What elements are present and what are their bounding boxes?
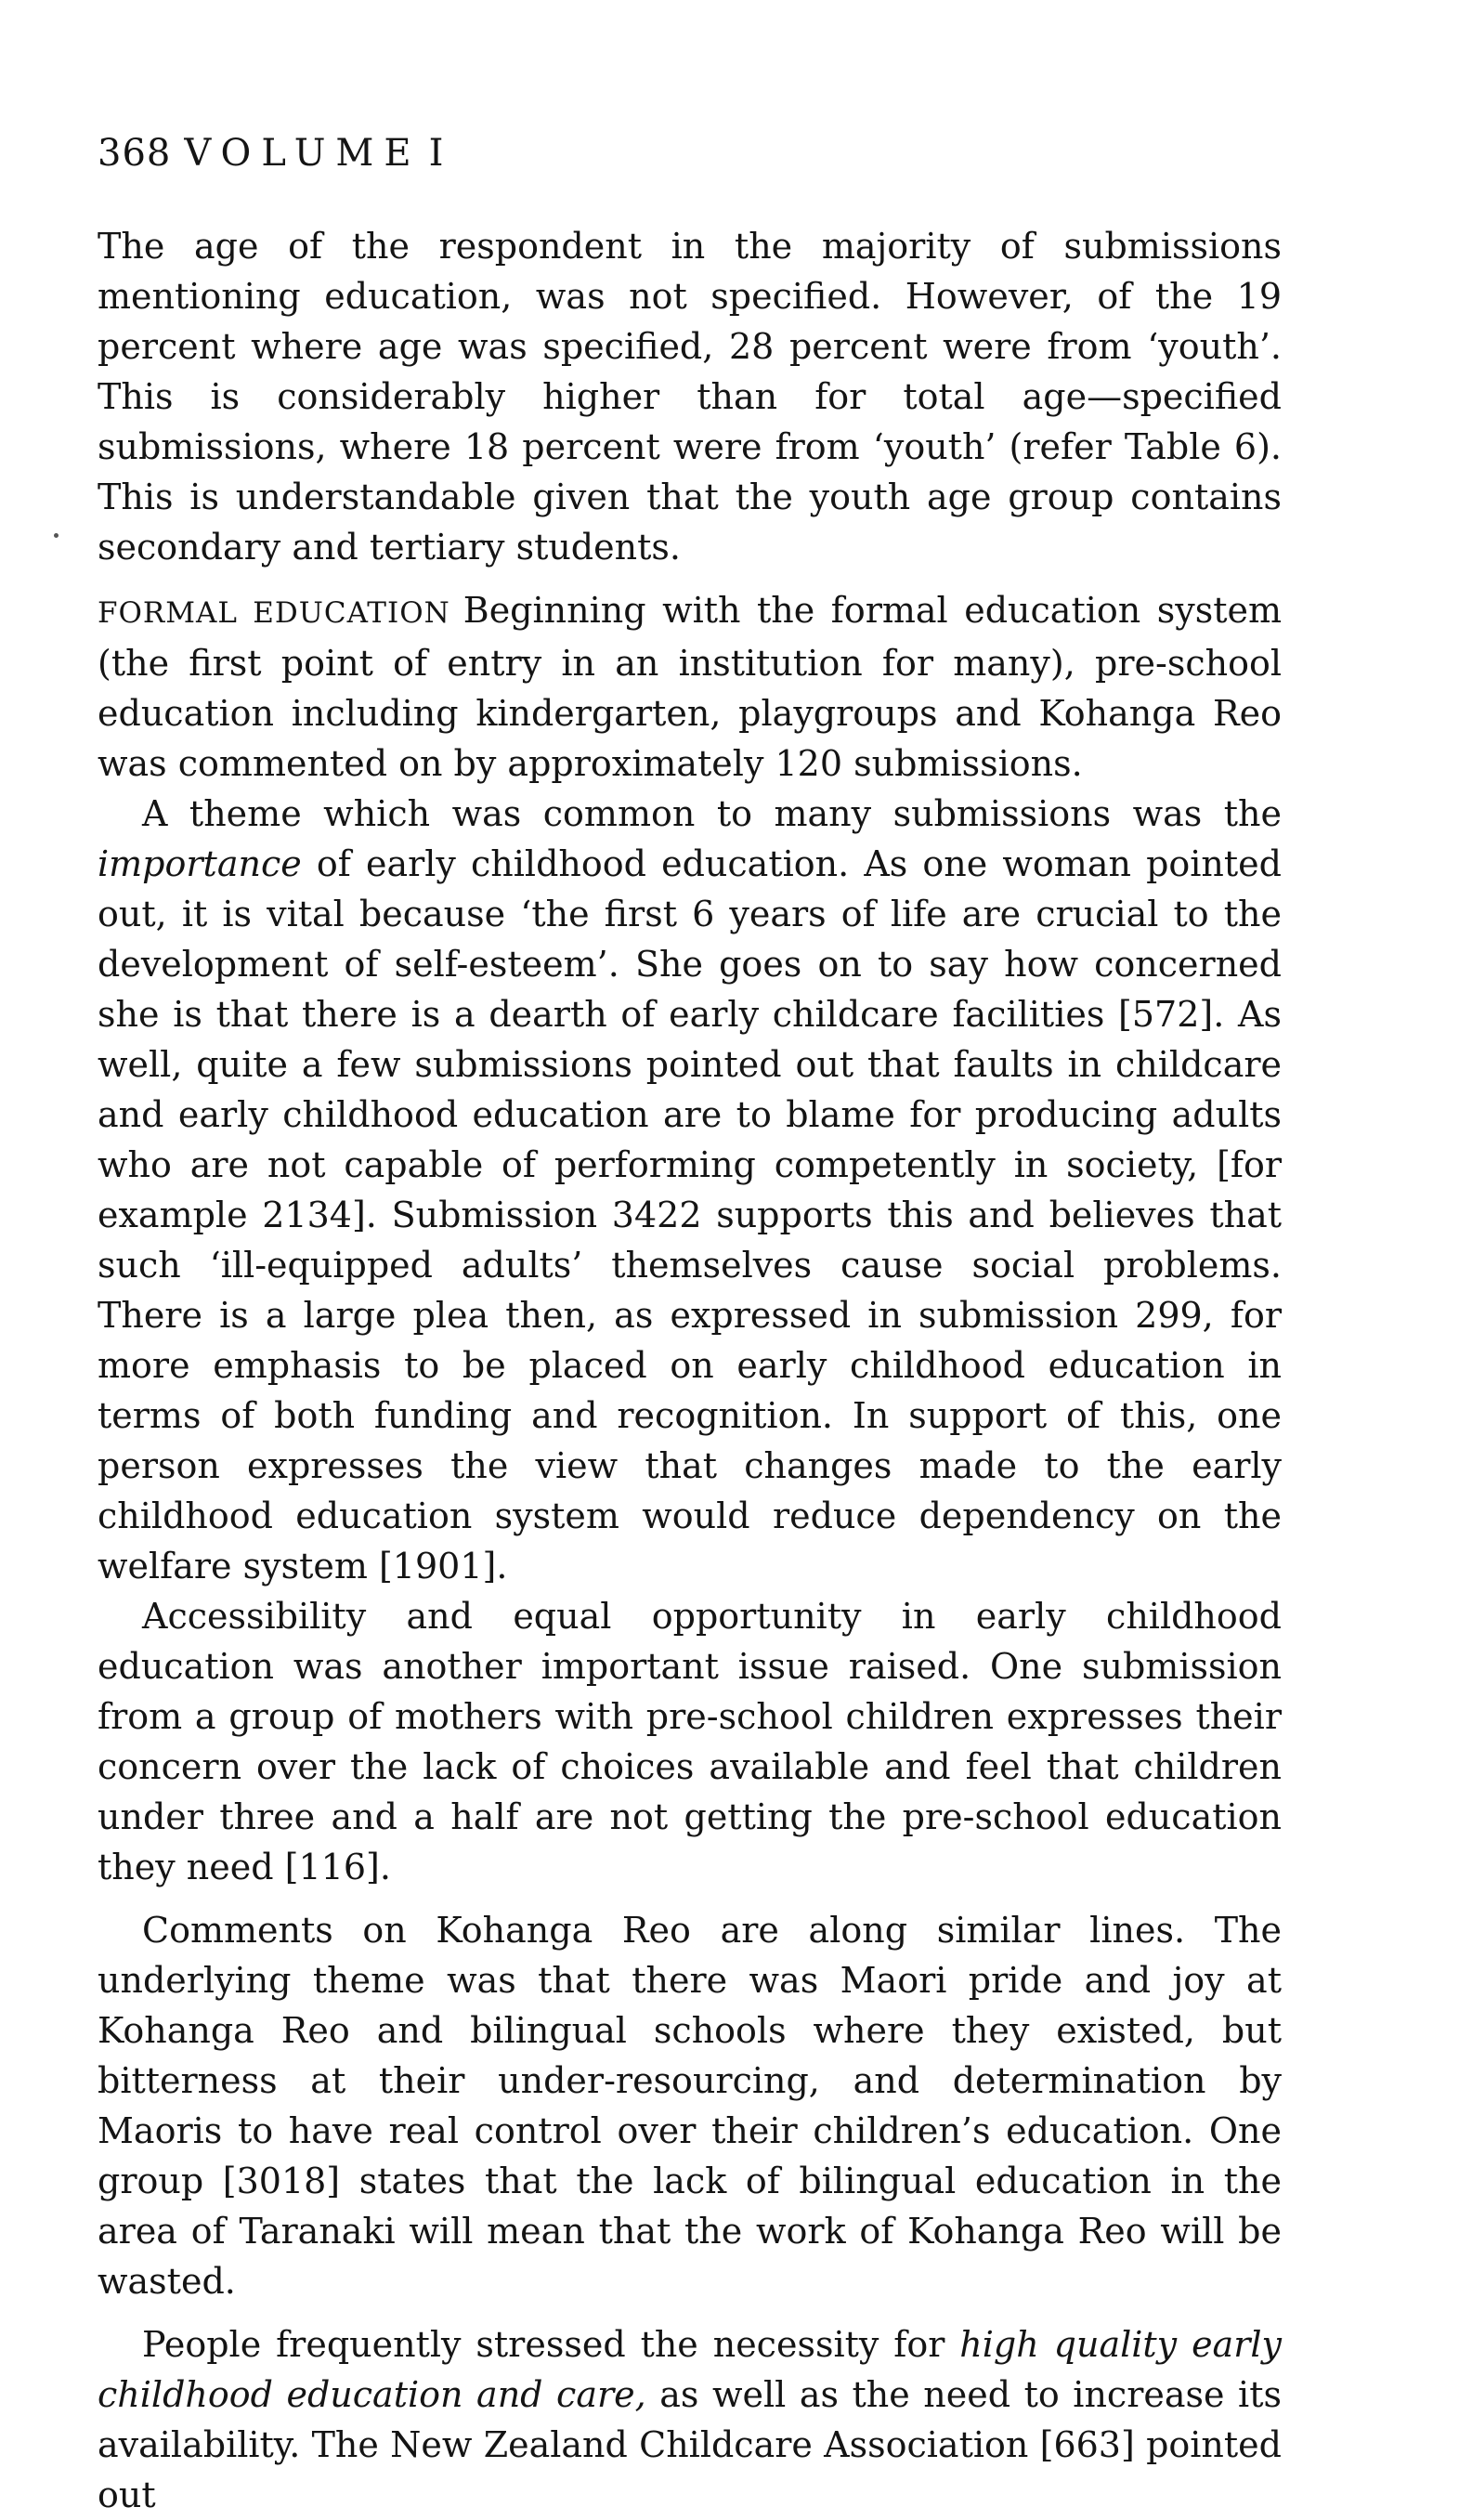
body-text [98, 221, 1282, 2520]
page-number: 368 [98, 132, 172, 175]
paragraph-importance-rest: of early childhood education. As one woman pointed out, it is vital because ‘the first 6 years of life are crucial to the development of self-esteem’. She goes on to say how concerned she is that there is a dearth of early childcare facilities [572]. As well, quite a few submissions pointed out that faults in childcare and early childhood education are to blame for producing adults who are not capable of performing competently in society, [for example 2134]. Submission 3422 supports this and believes that such ‘ill-equipped adults’ themselves cause social problems. There is a large plea then, as expressed in submission 299, for more emphasis to be placed on early childhood education in terms of both funding and recognition. In support of this, one person expresses the view that changes made to the early childhood education system would reduce dependency on the welfare system [1901]. [98, 843, 1282, 1586]
paragraph-high-quality [98, 2319, 1282, 2520]
section-heading-formal-education: FORMAL EDUCATION [98, 596, 450, 630]
paragraph-importance-lead: A theme which was common to many submissions was the [142, 793, 1282, 834]
paragraph-formal-education [98, 585, 1282, 789]
paragraph-kohanga-reo: Comments on Kohanga Reo are along similar lines. The underlying theme was that there was Maori pride and joy at Kohanga Reo and bilingual schools where they existed, but bitterness at their under-resourcing, and determination by Maoris to have real control over their children’s education. One group [3018] states that the lack of bilingual education in the area of Taranaki will mean that the work of Kohanga Reo will be wasted. [98, 1910, 1282, 2302]
margin-dot-mark [54, 533, 59, 538]
paragraph-formal-education-text: Beginning with the formal education system (the first point of entry in an institution for many), pre-school education including kindergarten, playgroups and Kohanga Reo was commented on by approximately 120 submissions. [98, 590, 1282, 784]
paragraph-accessibility: Accessibility and equal opportunity in early childhood education was another important issue raised. One submission from a group of mothers with pre-school children expresses their concern over the lack of choices available and feel that children under three and a half are not getting the pre-school education they need [116]. [98, 1596, 1282, 1887]
paragraph-high-quality-emphasis: high quality early childhood education and care, [98, 2324, 1282, 2415]
paragraph-high-quality-lead: People frequently stressed the necessity for [142, 2324, 960, 2365]
volume-number: I [428, 132, 448, 175]
paragraph-importance-emphasis: importance [98, 843, 302, 884]
paragraph-high-quality-rest: as well as the need to increase its availability. The New Zealand Childcare Association [663] pointed out [98, 2374, 1282, 2515]
volume-label: VOLUME [184, 132, 422, 175]
running-head [98, 132, 448, 175]
paragraph-importance [98, 789, 1282, 1591]
paragraph-respondent-age: The age of the respondent in the majority of submissions mentioning education, was not specified. However, of the 19 percent where age was specified, 28 percent were from ‘youth’. This is considerably higher than for total age—specified submissions, where 18 percent were from ‘youth’ (refer Table 6). This is understandable given that the youth age group contains secondary and tertiary students. [98, 226, 1282, 568]
